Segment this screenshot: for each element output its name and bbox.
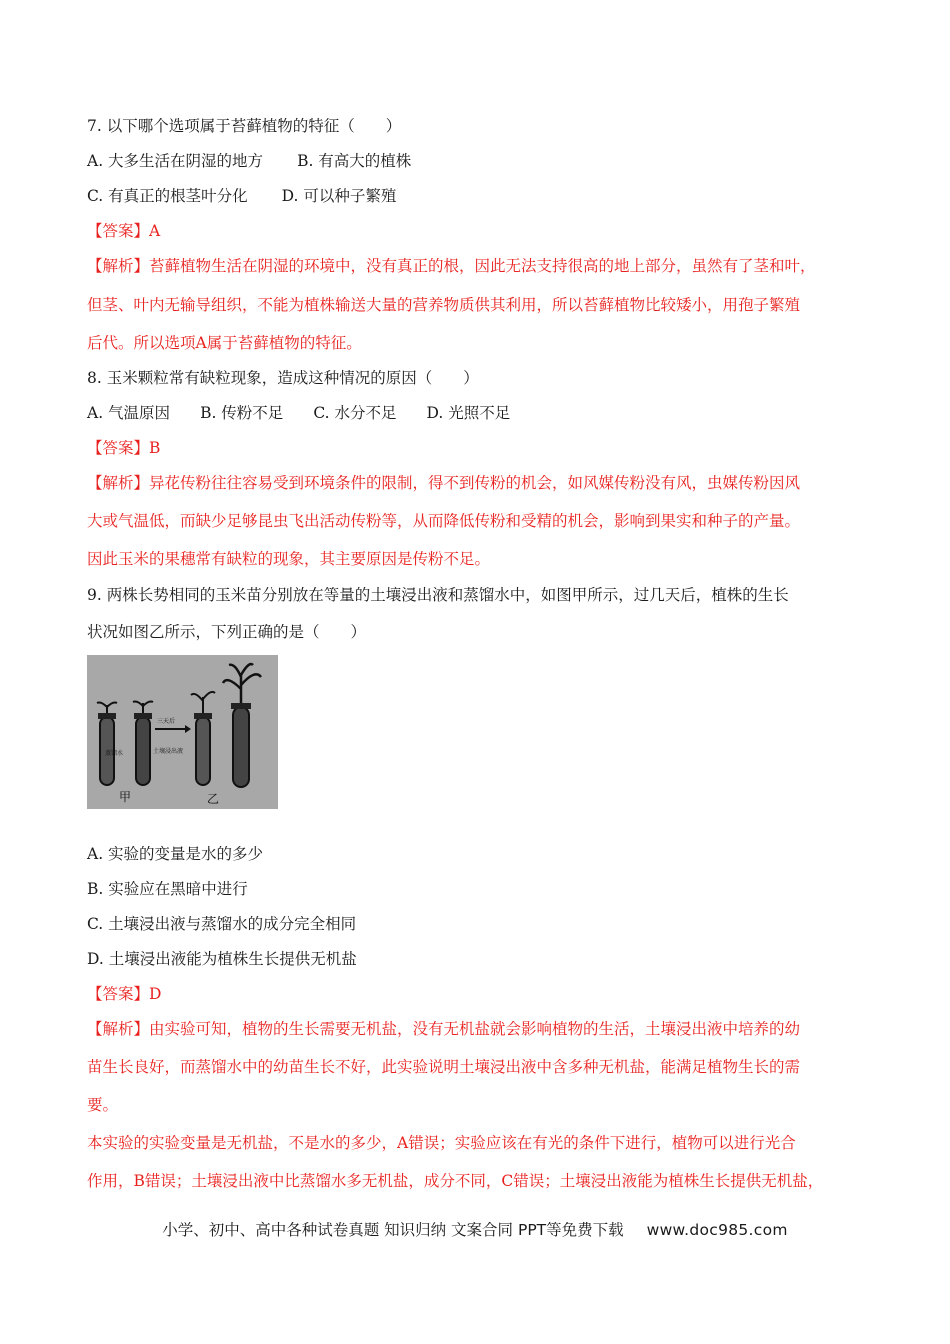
test-tube-right-small bbox=[191, 692, 215, 785]
q7-options-row1 bbox=[87, 150, 877, 172]
q7-option-a: A. 大多生活在阴湿的地方 bbox=[87, 152, 264, 170]
q9-option-b: B. 实验应在黑暗中进行 bbox=[87, 880, 248, 898]
q7-answer: 【答案】A bbox=[87, 222, 161, 240]
q9-option-a: A. 实验的变量是水的多少 bbox=[87, 845, 264, 863]
q8-option-d: D. 光照不足 bbox=[426, 404, 511, 422]
label-left-tube: 蒸馏水 bbox=[105, 750, 124, 757]
test-tube-middle bbox=[133, 702, 153, 786]
q7-stem: 7. 以下哪个选项属于苔藓植物的特征（ ） bbox=[87, 117, 402, 135]
q8-option-a: A. 气温原因 bbox=[87, 404, 171, 422]
q9-analysis-line: 苗生长良好，而蒸馏水中的幼苗生长不好，此实验说明土壤浸出液中含多种无机盐，能满足植物生长的需 bbox=[87, 1058, 801, 1076]
q9-analysis-line: 【解析】由实验可知，植物的生长需要无机盐，没有无机盐就会影响植物的生活，土壤浸出液中培养的幼 bbox=[87, 1020, 801, 1038]
experiment-illustration bbox=[87, 655, 278, 809]
test-tube-left bbox=[97, 703, 117, 786]
q8-stem: 8. 玉米颗粒常有缺粒现象，造成这种情况的原因（ ） bbox=[87, 369, 479, 387]
q8-analysis-line: 因此玉米的果穗常有缺粒的现象，其主要原因是传粉不足。 bbox=[87, 550, 491, 568]
page-footer bbox=[0, 1219, 950, 1241]
label-jia: 甲 bbox=[119, 790, 132, 804]
experiment-figure bbox=[87, 655, 278, 809]
label-yi: 乙 bbox=[207, 792, 220, 806]
q9-option-c: C. 土壤浸出液与蒸馏水的成分完全相同 bbox=[87, 915, 357, 933]
label-right-tube: 土壤浸出液 bbox=[153, 748, 184, 755]
q7-analysis-line: 但茎、叶内无输导组织，不能为植株输送大量的营养物质供其利用，所以苔藓植物比较矮小，用孢子繁殖 bbox=[87, 296, 801, 314]
q9-stem-line: 状况如图乙所示，下列正确的是（ ） bbox=[87, 623, 367, 641]
q9-answer: 【答案】D bbox=[87, 985, 162, 1003]
q7-option-b: B. 有高大的植株 bbox=[297, 152, 412, 170]
q7-option-c: C. 有真正的根茎叶分化 bbox=[87, 187, 248, 205]
q9-analysis-line: 要。 bbox=[87, 1096, 119, 1114]
label-days: 三天后 bbox=[157, 718, 176, 725]
q8-option-b: B. 传粉不足 bbox=[200, 404, 284, 422]
time-arrow bbox=[155, 725, 191, 733]
footer-text: 小学、初中、高中各种试卷真题 知识归纳 文案合同 PPT等免费下载 bbox=[162, 1221, 624, 1239]
q7-analysis-line: 【解析】苔藓植物生活在阴湿的环境中，没有真正的根，因此无法支持很高的地上部分，虽然有了茎和叶， bbox=[87, 257, 816, 275]
q8-options-row bbox=[87, 402, 877, 424]
q9-stem-line: 9. 两株长势相同的玉米苗分别放在等量的土壤浸出液和蒸馏水中，如图甲所示，过几天后，植株的生长 bbox=[87, 586, 789, 604]
q8-option-c: C. 水分不足 bbox=[313, 404, 397, 422]
q9-analysis-line: 本实验的实验变量是无机盐，不是水的多少，A错误；实验应该在有光的条件下进行，植物可以进行光合 bbox=[87, 1134, 796, 1152]
q8-analysis-line: 【解析】异花传粉往往容易受到环境条件的限制，得不到传粉的机会，如风媒传粉没有风，虫媒传粉因风 bbox=[87, 474, 801, 492]
q7-option-d: D. 可以种子繁殖 bbox=[281, 187, 397, 205]
q7-analysis-line: 后代。所以选项A属于苔藓植物的特征。 bbox=[87, 334, 362, 352]
footer-url-link[interactable]: www.doc985.com bbox=[646, 1221, 788, 1239]
q8-analysis-line: 大或气温低，而缺少足够昆虫飞出活动传粉等，从而降低传粉和受精的机会，影响到果实和种子的产量。 bbox=[87, 512, 801, 530]
q9-option-d: D. 土壤浸出液能为植株生长提供无机盐 bbox=[87, 950, 357, 968]
q7-options-row2 bbox=[87, 185, 877, 207]
test-tube-right-tall bbox=[223, 664, 261, 787]
q8-answer: 【答案】B bbox=[87, 439, 161, 457]
q9-analysis-line: 作用，B错误；土壤浸出液中比蒸馏水多无机盐，成分不同，C错误；土壤浸出液能为植株生长提供无机盐， bbox=[87, 1172, 824, 1190]
